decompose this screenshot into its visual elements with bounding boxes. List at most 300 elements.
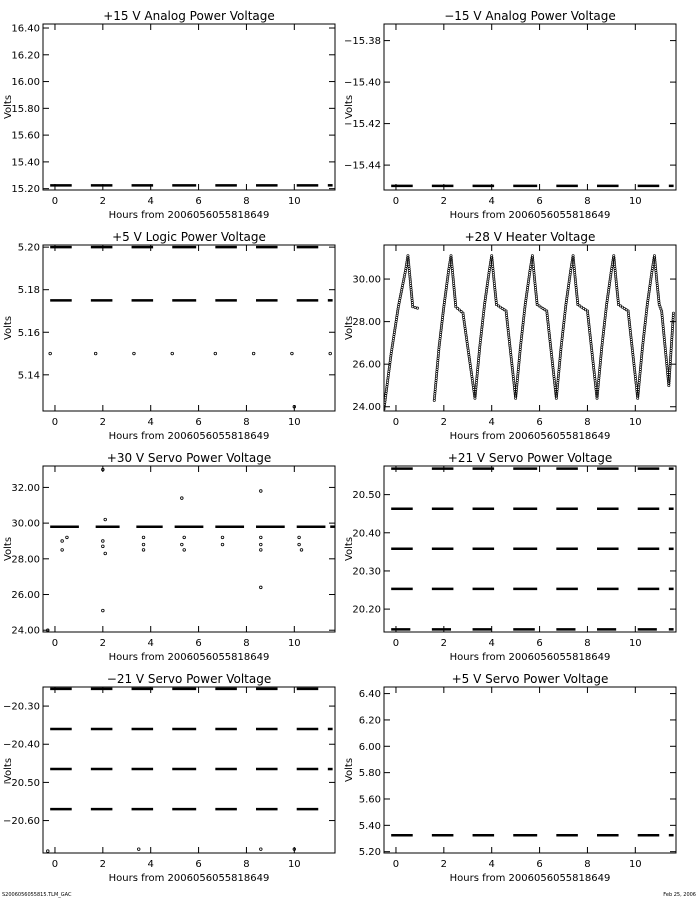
x-tick-label: 8 [243, 638, 250, 649]
data-point [642, 339, 644, 341]
data-point [435, 382, 437, 384]
data-layer [46, 689, 332, 852]
data-point [481, 326, 483, 328]
data-point [387, 372, 389, 374]
data-point [386, 386, 388, 388]
data-point [560, 348, 562, 350]
data-point [434, 395, 436, 397]
data-point [519, 346, 521, 348]
data-point [482, 315, 484, 317]
data-point [557, 382, 559, 384]
data-point [385, 390, 387, 392]
data-point [438, 350, 440, 352]
data-point [478, 353, 480, 355]
data-point [260, 848, 263, 851]
x-tick-label: 0 [51, 859, 59, 870]
chart-title: +5 V Servo Power Voltage [451, 672, 609, 686]
data-point [435, 375, 437, 377]
data-point [597, 386, 599, 388]
x-axis-label: Hours from 2006056055818649 [449, 431, 611, 442]
data-point [564, 310, 566, 312]
data-point [637, 395, 639, 397]
data-point [644, 321, 646, 323]
data-point [638, 377, 640, 379]
data-point [596, 397, 598, 399]
data-point [520, 344, 522, 346]
data-point [520, 342, 522, 344]
data-point [104, 518, 107, 521]
x-tick-label: 4 [488, 196, 495, 207]
data-point [388, 368, 390, 370]
data-point [562, 333, 564, 335]
data-point [521, 333, 523, 335]
data-point [602, 330, 604, 332]
y-axis-label: Volts [3, 536, 14, 562]
data-point [641, 350, 643, 352]
data-point [600, 348, 602, 350]
data-point [516, 379, 518, 381]
x-tick-label: 0 [51, 417, 59, 428]
data-point [475, 388, 477, 390]
y-tick-label: 5.16 [17, 327, 40, 339]
x-tick-label: 8 [584, 859, 591, 870]
data-point [181, 543, 184, 546]
data-point [390, 357, 392, 359]
data-point [518, 355, 520, 357]
data-point [480, 335, 482, 337]
data-point [522, 321, 524, 323]
data-point [523, 310, 525, 312]
data-point [563, 321, 565, 323]
data-point [518, 362, 520, 364]
data-point [564, 315, 566, 317]
data-point [478, 357, 480, 359]
x-tick-label: 10 [287, 196, 301, 207]
plot-frame [43, 24, 335, 190]
chart-title: −15 V Analog Power Voltage [444, 9, 616, 23]
data-point [604, 312, 606, 314]
data-point [515, 397, 517, 399]
data-point [433, 399, 435, 401]
data-point [644, 324, 646, 326]
data-point [562, 328, 564, 330]
data-point [477, 364, 479, 366]
y-tick-label: 20.50 [352, 490, 381, 502]
x-tick-label: 2 [99, 417, 107, 428]
data-point [252, 352, 255, 355]
data-point [480, 333, 482, 335]
data-point [102, 609, 105, 612]
x-tick-label: 0 [392, 417, 400, 428]
data-point [479, 344, 481, 346]
x-axis-label: Hours from 2006056055818649 [108, 431, 270, 442]
data-point [477, 362, 479, 364]
data-point [387, 379, 389, 381]
data-point [596, 395, 598, 397]
data-point [133, 352, 136, 355]
data-point [521, 328, 523, 330]
data-point [600, 357, 602, 359]
y-tick-label: 5.20 [358, 847, 381, 859]
y-tick-label: 15.20 [11, 184, 40, 196]
data-point [638, 386, 640, 388]
y-tick-label: 20.30 [352, 566, 381, 578]
y-tick-label: −15.44 [343, 160, 381, 172]
data-point [61, 549, 64, 552]
x-tick-label: 8 [584, 417, 591, 428]
y-tick-label: 5.14 [17, 370, 40, 382]
data-point [475, 386, 477, 388]
data-point [517, 366, 519, 368]
data-point [640, 357, 642, 359]
data-point [437, 359, 439, 361]
data-point [601, 346, 603, 348]
data-point [300, 549, 303, 552]
plot-frame [384, 24, 676, 190]
data-point [638, 384, 640, 386]
data-point [524, 308, 526, 310]
x-axis-label: Hours from 2006056055818649 [449, 652, 611, 663]
data-point [558, 364, 560, 366]
y-axis-label: Volts [3, 94, 14, 120]
data-point [476, 379, 478, 381]
y-axis-label: Volts [344, 315, 355, 341]
x-tick-label: 0 [51, 638, 59, 649]
chart-title: +28 V Heater Voltage [464, 230, 596, 244]
data-point [483, 310, 485, 312]
data-point [559, 362, 561, 364]
chart-panel [3, 230, 335, 442]
x-tick-label: 4 [488, 859, 495, 870]
y-tick-label: 6.40 [358, 689, 381, 701]
data-point [517, 373, 519, 375]
x-tick-label: 2 [440, 638, 448, 649]
data-point [644, 326, 646, 328]
data-point [183, 549, 186, 552]
y-tick-label: 20.40 [352, 528, 381, 540]
data-layer [383, 255, 675, 410]
data-point [522, 319, 524, 321]
data-point [641, 348, 643, 350]
data-point [564, 308, 566, 310]
x-axis-label: Hours from 2006056055818649 [449, 873, 611, 884]
data-point [384, 399, 386, 401]
data-point [601, 339, 603, 341]
data-point [183, 536, 186, 539]
data-point [476, 377, 478, 379]
data-point [388, 366, 390, 368]
y-tick-label: 24.00 [352, 402, 381, 414]
y-tick-label: 15.60 [11, 130, 40, 142]
data-point [556, 384, 558, 386]
data-point [104, 552, 107, 555]
x-tick-label: 4 [147, 638, 154, 649]
chart-panel [3, 9, 335, 221]
data-point [260, 549, 263, 552]
data-point [600, 353, 602, 355]
data-point [94, 352, 97, 355]
data-point [600, 350, 602, 352]
data-point [599, 366, 601, 368]
y-tick-label: −15.42 [343, 119, 381, 131]
data-point [298, 543, 301, 546]
data-point [518, 359, 520, 361]
data-point [436, 373, 438, 375]
data-point [600, 355, 602, 357]
data-point [643, 333, 645, 335]
data-point [477, 368, 479, 370]
data-point [61, 540, 64, 543]
data-point [601, 344, 603, 346]
data-point [559, 359, 561, 361]
data-point [557, 377, 559, 379]
data-point [601, 342, 603, 344]
data-point [66, 536, 69, 539]
data-point [474, 395, 476, 397]
data-point [517, 368, 519, 370]
y-tick-label: −15.40 [343, 77, 381, 89]
y-tick-label: 5.18 [17, 285, 40, 297]
x-tick-label: 10 [628, 859, 642, 870]
data-point [523, 315, 525, 317]
data-point [412, 306, 414, 308]
data-point [384, 397, 386, 399]
data-point [260, 536, 263, 539]
data-point [558, 368, 560, 370]
data-point [434, 388, 436, 390]
data-point [386, 383, 388, 385]
data-point [599, 364, 601, 366]
data-point [562, 330, 564, 332]
y-tick-label: 5.40 [358, 820, 381, 832]
y-tick-label: −20.50 [2, 777, 40, 789]
data-point [46, 850, 49, 853]
data-point [524, 306, 526, 308]
x-tick-label: 6 [195, 417, 202, 428]
data-point [181, 497, 184, 500]
data-point [604, 317, 606, 319]
y-tick-label: 30.00 [11, 518, 40, 530]
data-point [598, 370, 600, 372]
x-tick-label: 10 [628, 417, 642, 428]
data-point [437, 362, 439, 364]
x-tick-label: 10 [287, 859, 301, 870]
y-tick-label: −15.38 [343, 36, 381, 48]
data-point [561, 342, 563, 344]
x-tick-label: 8 [243, 859, 250, 870]
x-tick-label: 2 [99, 196, 107, 207]
data-point [555, 395, 557, 397]
data-point [329, 352, 332, 355]
y-axis-label: Volts [344, 757, 355, 783]
data-point [434, 393, 436, 395]
chart-panel [3, 451, 335, 663]
data-point [522, 324, 524, 326]
data-point [389, 361, 391, 363]
data-point [437, 355, 439, 357]
data-point [560, 346, 562, 348]
chart-panel [344, 230, 676, 442]
data-point [672, 312, 674, 314]
y-tick-label: 28.00 [11, 554, 40, 566]
data-point [641, 355, 643, 357]
data-point [644, 319, 646, 321]
y-tick-label: 28.00 [352, 317, 381, 329]
x-tick-label: 0 [51, 196, 59, 207]
data-point [598, 375, 600, 377]
data-point [597, 384, 599, 386]
x-tick-label: 2 [440, 417, 448, 428]
data-point [603, 328, 605, 330]
data-point [562, 326, 564, 328]
data-point [515, 388, 517, 390]
data-point [559, 357, 561, 359]
y-tick-label: 26.00 [352, 359, 381, 371]
data-point [521, 330, 523, 332]
data-point [519, 350, 521, 352]
data-point [481, 324, 483, 326]
y-tick-label: 6.20 [358, 715, 381, 727]
data-point [385, 388, 387, 390]
data-point [477, 359, 479, 361]
data-point [414, 306, 416, 308]
data-point [518, 364, 520, 366]
data-point [602, 333, 604, 335]
chart-title: +21 V Servo Power Voltage [447, 451, 613, 465]
data-point [520, 337, 522, 339]
data-point [475, 382, 477, 384]
y-axis-label: Volts [3, 757, 14, 783]
data-point [387, 375, 389, 377]
data-point [478, 350, 480, 352]
data-point [646, 308, 648, 310]
data-point [639, 375, 641, 377]
data-point [643, 335, 645, 337]
x-axis-label: Hours from 2006056055818649 [449, 210, 611, 221]
chart-panel [344, 451, 676, 663]
data-point [597, 388, 599, 390]
data-point [433, 397, 435, 399]
data-point [603, 324, 605, 326]
y-tick-label: 5.20 [17, 242, 40, 254]
data-point [604, 315, 606, 317]
data-point [479, 339, 481, 341]
data-point [641, 353, 643, 355]
data-point [563, 319, 565, 321]
data-point [639, 370, 641, 372]
y-tick-label: 15.80 [11, 103, 40, 115]
data-point [386, 381, 388, 383]
data-point [603, 326, 605, 328]
data-point [416, 307, 418, 309]
data-point [260, 543, 263, 546]
data-point [142, 536, 145, 539]
data-point [516, 377, 518, 379]
data-point [599, 362, 601, 364]
data-point [605, 310, 607, 312]
y-tick-label: 32.00 [11, 482, 40, 494]
data-point [519, 348, 521, 350]
data-point [602, 335, 604, 337]
data-point [434, 390, 436, 392]
data-point [641, 346, 643, 348]
y-tick-label: −20.40 [2, 739, 40, 751]
x-tick-label: 6 [536, 638, 543, 649]
data-point [436, 364, 438, 366]
x-axis-label: Hours from 2006056055818649 [108, 652, 270, 663]
data-point [519, 353, 521, 355]
data-point [436, 370, 438, 372]
plot-frame [384, 687, 676, 853]
data-point [437, 353, 439, 355]
data-point [482, 312, 484, 314]
data-point [481, 321, 483, 323]
data-point [482, 319, 484, 321]
data-point [435, 379, 437, 381]
y-tick-label: 16.40 [11, 23, 40, 35]
x-tick-label: 6 [195, 196, 202, 207]
data-point [102, 540, 105, 543]
data-point [483, 306, 485, 308]
data-layer [391, 469, 673, 630]
data-point [436, 368, 438, 370]
data-point [637, 397, 639, 399]
data-point [559, 355, 561, 357]
x-tick-label: 2 [99, 859, 107, 870]
x-tick-label: 10 [287, 638, 301, 649]
data-point [516, 386, 518, 388]
data-point [598, 379, 600, 381]
data-point [518, 357, 520, 359]
y-tick-label: 15.40 [11, 157, 40, 169]
data-point [434, 386, 436, 388]
data-point [49, 352, 52, 355]
data-point [478, 348, 480, 350]
y-tick-label: 26.00 [11, 590, 40, 602]
x-tick-label: 6 [536, 196, 543, 207]
data-point [646, 306, 648, 308]
data-point [642, 337, 644, 339]
chart-title: −21 V Servo Power Voltage [106, 672, 272, 686]
y-tick-label: 24.00 [11, 625, 40, 637]
data-point [477, 366, 479, 368]
x-tick-label: 8 [243, 417, 250, 428]
data-point [603, 321, 605, 323]
x-tick-label: 4 [147, 196, 154, 207]
data-point [638, 382, 640, 384]
x-tick-label: 4 [488, 417, 495, 428]
data-point [384, 401, 386, 403]
x-tick-label: 0 [392, 859, 400, 870]
data-point [645, 317, 647, 319]
x-tick-label: 0 [392, 196, 400, 207]
data-point [476, 370, 478, 372]
data-point [291, 352, 294, 355]
x-tick-label: 0 [392, 638, 400, 649]
chart-panel [344, 672, 676, 884]
data-point [557, 375, 559, 377]
data-point [645, 312, 647, 314]
data-point [605, 306, 607, 308]
data-point [559, 353, 561, 355]
data-point [387, 377, 389, 379]
data-point [437, 357, 439, 359]
data-point [476, 373, 478, 375]
y-tick-label: 20.20 [352, 604, 381, 616]
data-point [516, 384, 518, 386]
data-point [479, 342, 481, 344]
data-point [637, 388, 639, 390]
